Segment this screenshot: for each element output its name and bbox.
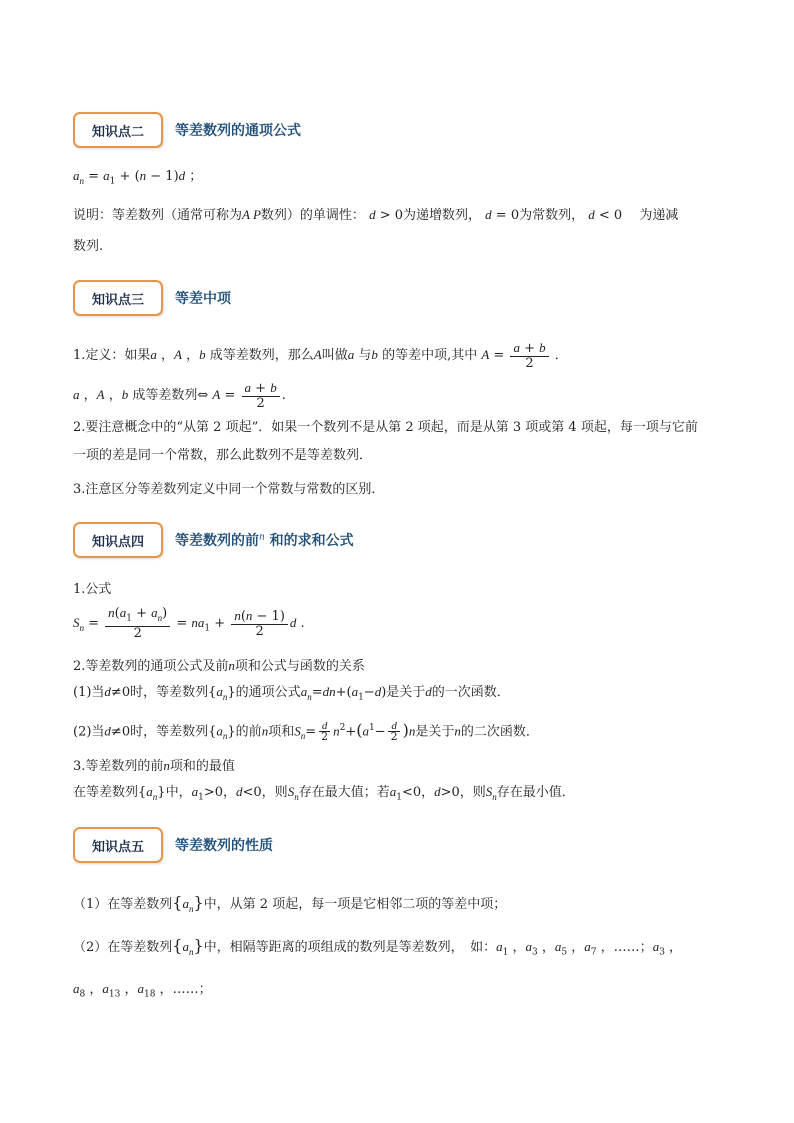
extremum-title: 3.等差数列的前n项和的最值 [73, 758, 235, 774]
property-2: （2）在等差数列$\{a_n\}$中，相隔等距离的项组成的数列是等差数列， 如：$a_1$ ，$a_3$ ，$a_5$ ，$a_7$ ，……；$a_3$ ， [73, 936, 683, 958]
section-badge: 知识点三 [73, 280, 163, 316]
section-title: 等差数列的通项公式 [175, 123, 301, 139]
section-title: 等差中项 [175, 291, 231, 307]
property-1: （1）在等差数列$\{a_n\}$中，从第 2 项起，每一项是它相邻二项的等差中项； [73, 893, 507, 914]
monotonicity-note-tail: 数列. [73, 239, 104, 254]
function-relation-title: 2.等差数列的通项公式及前n项和公式与函数的关系 [73, 658, 365, 674]
quadratic-function-line: (2)当d≠0时，等差数列$\{a_n\}$的前n项和$S_n=$ $\frac{d}{2}$ $n^2+(a^1-$ $\frac{d}{2}$ )n是关于n的二次函数． [73, 720, 539, 744]
monotonicity-note: 说明：等差数列（通常可称为A P数列）的单调性： d > 0为递增数列， d = 0为常数列， d < 0 为递减 [73, 207, 679, 223]
formula-label: 1.公式 [73, 582, 112, 597]
extremum-line: 在等差数列$\{a_n\}$中，$a_1>0$，d<0，则$S_n$存在最大值；若$a_1<0$，d>0，则$S_n$存在最小值． [73, 784, 575, 803]
note-2-cont: 一项的差是同一个常数，那么此数列不是等差数列． [73, 448, 373, 463]
section-badge: 知识点四 [73, 522, 163, 558]
section-title: 等差数列的前$^n$ 和的求和公式 [175, 532, 354, 549]
section-header [73, 520, 354, 560]
linear-function-line: (1)当d≠0时，等差数列$\{a_n\}$的通项公式$a_n=dn+(a_1-d)$是关于d的一次函数． [73, 684, 510, 703]
section-badge: 知识点二 [73, 112, 163, 148]
section-header [73, 825, 273, 865]
note-2: 2.要注意概念中的“从第 2 项起”．如果一个数列不是从第 2 项起，而是从第 3 项或第 4 项起，每一项与它前 [73, 420, 698, 435]
section-badge: 知识点五 [73, 827, 163, 863]
section-title: 等差数列的性质 [175, 838, 273, 854]
property-2-cont: $a_8$ ，$a_{13}$ ，$a_{18}$ ，……； [73, 981, 212, 1000]
note-3: 3.注意区分等差数列定义中同一个常数与常数的区别． [73, 482, 385, 497]
middle-term-equivalence: a ，A ，b 成等差数列⇔ A = $\frac{a + b}{2}$ . [73, 379, 286, 411]
section-header [73, 110, 301, 150]
section-header [73, 278, 231, 318]
sum-formula: $S_n$ = $\frac{n(a_1 + a_n)}{2}$ = $na_1$ + $\frac{n(n - 1)}{2}$ d . [73, 605, 305, 641]
formula-general-term: $a_n = a_1 + (n - 1)d$ ； [73, 168, 203, 187]
definition-line: 1.定义：如果a ，A ，b 成等差数列，那么A叫做a 与b 的等差中项,其中 A = $\frac{a + b}{2}$ ． [73, 339, 568, 371]
